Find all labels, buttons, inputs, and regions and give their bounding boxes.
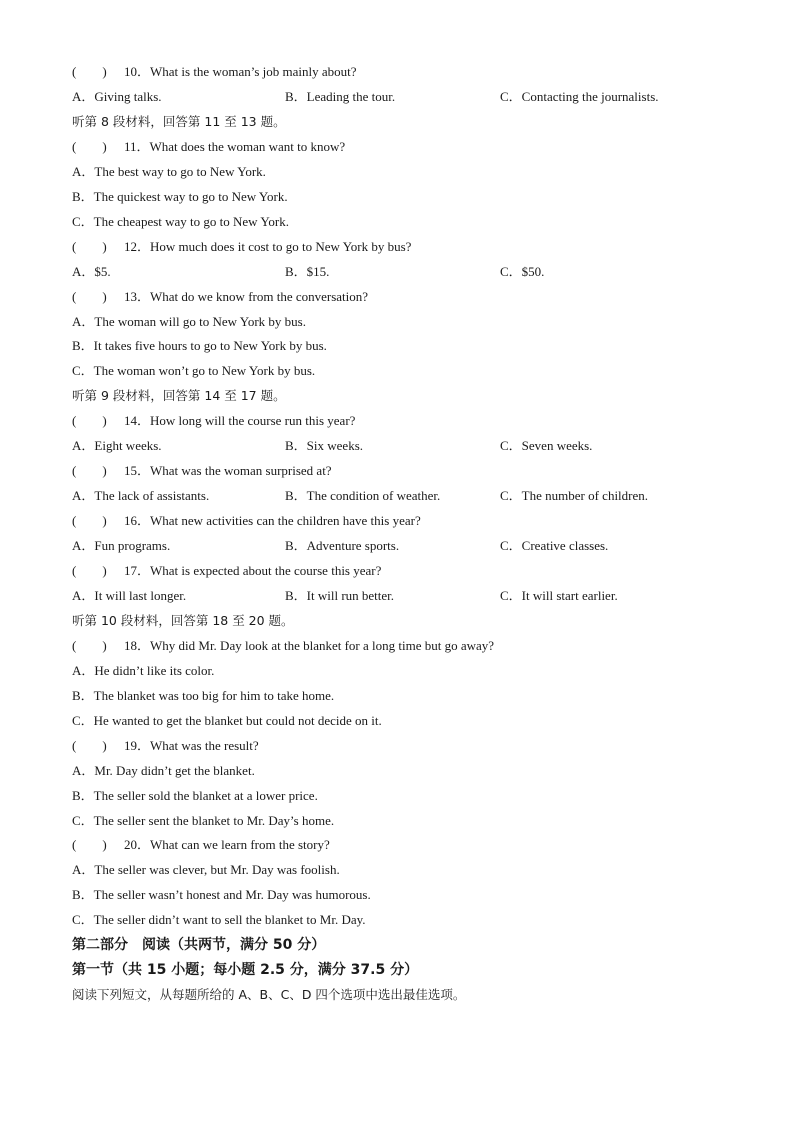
question-text: 20．What can we learn from the story? [124,837,330,853]
option-c: C．It will start earlier. [500,587,618,603]
instruction-line: 听第 10 段材料，回答第 18 至 20 题。 [72,612,294,628]
option-a: A．It will last longer. [72,587,187,603]
option-line: A．The seller was clever, but Mr. Day was foolish. [72,862,340,878]
answer-blank[interactable]: ( ) [72,64,107,79]
question-text: 12．How much does it cost to go to New York by bus? [124,238,412,254]
option-line: A．He didn’t like its color. [72,662,215,678]
question-line [72,638,494,654]
option-line: A．The best way to go to New York. [72,163,266,179]
option-line: C．The cheapest way to go to New York. [72,213,289,229]
option-b: B．It will run better. [285,587,395,603]
option-line: B．The seller sold the blanket at a lower price. [72,787,318,803]
question-line [72,463,332,479]
option-c: C．Contacting the journalists. [500,88,659,104]
question-line [72,738,259,754]
question-text: 14．How long will the course run this year? [124,413,356,429]
question-text: 19．What was the result? [124,737,259,753]
instruction-line: 听第 8 段材料，回答第 11 至 13 题。 [72,113,286,129]
answer-blank[interactable]: ( ) [72,463,107,479]
option-line: A．Mr. Day didn’t get the blanket. [72,762,255,778]
question-line [72,563,381,579]
option-line: C．The seller sent the blanket to Mr. Day’s home. [72,812,335,828]
option-line: B．It takes five hours to go to New York by bus. [72,338,327,354]
option-a: A．Fun programs. [72,538,171,554]
answer-blank[interactable]: ( ) [72,563,107,578]
answer-blank[interactable]: ( ) [72,637,107,653]
option-c: C．$50. [500,263,545,279]
question-line [72,837,330,853]
question-text: 11．What does the woman want to know? [124,138,346,154]
option-line: C．The woman won’t go to New York by bus. [72,363,316,379]
question-text: 17．What is expected about the course this year? [124,563,382,578]
option-c: C．The number of children. [500,488,649,504]
question-line [72,64,357,80]
option-c: C．Creative classes. [500,538,609,554]
option-a: A．The lack of assistants. [72,488,210,504]
option-line: C．The seller didn’t want to sell the blanket to Mr. Day. [72,912,366,928]
option-b: B．Six weeks. [285,438,364,454]
question-text: 13．What do we know from the conversation? [124,288,369,304]
answer-blank[interactable]: ( ) [72,288,107,304]
option-line: B．The seller wasn’t honest and Mr. Day was humorous. [72,887,371,903]
question-text: 15．What was the woman surprised at? [124,463,332,479]
question-line [72,139,345,155]
answer-blank[interactable]: ( ) [72,138,107,154]
instruction-line: 阅读下列短文，从每题所给的 A、B、C、D 四个选项中选出最佳选项。 [72,987,466,1003]
question-line [72,513,421,529]
option-line: C．He wanted to get the blanket but could not decide on it. [72,712,382,728]
option-a: A．Eight weeks. [72,438,162,454]
option-line: B．The blanket was too big for him to take home. [72,687,335,703]
option-a: A．$5. [72,263,111,279]
answer-blank[interactable]: ( ) [72,238,107,254]
question-line [72,239,411,255]
answer-blank[interactable]: ( ) [72,737,107,753]
question-text: 10．What is the woman’s job mainly about? [124,64,357,79]
option-line: B．The quickest way to go to New York. [72,188,288,204]
question-line [72,289,368,305]
answer-blank[interactable]: ( ) [72,837,107,853]
question-text: 18．Why did Mr. Day look at the blanket for a long time but go away? [124,637,495,653]
section-heading: 第二部分 阅读（共两节，满分 50 分） [72,937,326,954]
answer-blank[interactable]: ( ) [72,413,107,429]
option-line: A．The woman will go to New York by bus. [72,313,306,329]
question-line [72,413,355,429]
answer-blank[interactable]: ( ) [72,513,107,529]
option-a: A．Giving talks. [72,88,162,104]
option-b: B．$15. [285,263,330,279]
option-b: B．Leading the tour. [285,88,396,104]
option-b: B．The condition of weather. [285,488,441,504]
option-b: B．Adventure sports. [285,538,400,554]
question-text: 16．What new activities can the children have this year? [124,513,421,529]
option-c: C．Seven weeks. [500,438,593,454]
section-heading: 第一节（共 15 小题；每小题 2.5 分，满分 37.5 分） [72,962,419,979]
instruction-line: 听第 9 段材料，回答第 14 至 17 题。 [72,388,286,404]
